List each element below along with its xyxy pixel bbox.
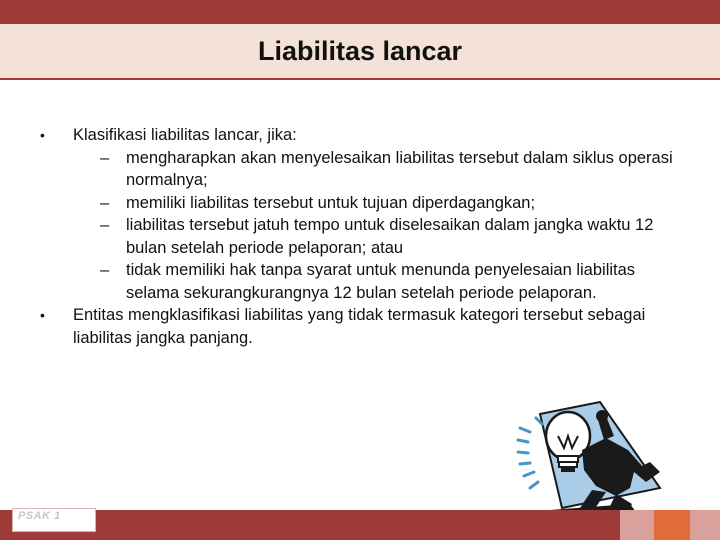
footer-bar [0,510,720,540]
sub-bullet-text: tidak memiliki hak tanpa syarat untuk menunda penyelesaian liabilitas selama sekurangkurangnya 12 bulan setelah periode pelaporan. [126,261,636,302]
sub-bullet-item [100,259,686,304]
bullet-list [36,124,686,349]
sub-bullet-text: memiliki liabilitas tersebut untuk tujuan diperdagangkan; [126,193,536,212]
slide-body [36,124,686,349]
footer-accent-orange [654,510,690,540]
bullet-text: Klasifikasi liabilitas lancar, jika: [73,126,297,144]
sub-bullet-text: mengharapkan akan menyelesaikan liabilitas tersebut dalam siklus operasi normalnya; [126,148,673,189]
bullet-text: Entitas mengklasifikasi liabilitas yang tidak termasuk kategori tersebut sebagai liabilitas jangka panjang. [73,306,646,347]
dash-icon: – [100,148,110,167]
sub-bullet-item [100,192,686,215]
dash-icon: – [100,193,110,212]
slide-title: Liabilitas lancar [257,36,463,66]
dash-icon: – [100,216,110,234]
bullet-icon: • [40,127,45,143]
dash-icon: – [100,261,110,279]
sub-bullet-item [100,214,686,259]
top-accent-strip [0,0,720,24]
sub-bullet-item [100,147,686,192]
bullet-item [36,304,686,349]
footer-accent-light [620,510,654,540]
sub-bullet-list [73,147,686,305]
footer-accent-light [690,510,720,540]
bullet-item [36,124,686,304]
sub-bullet-text: liabilitas tersebut jatuh tempo untuk diselesaikan dalam jangka waktu 12 bulan setelah periode pelaporan; atau [126,216,654,257]
bullet-icon: • [40,307,45,323]
footer-label: PSAK 1 [18,510,61,522]
person-with-lightbulb-icon [510,392,690,524]
